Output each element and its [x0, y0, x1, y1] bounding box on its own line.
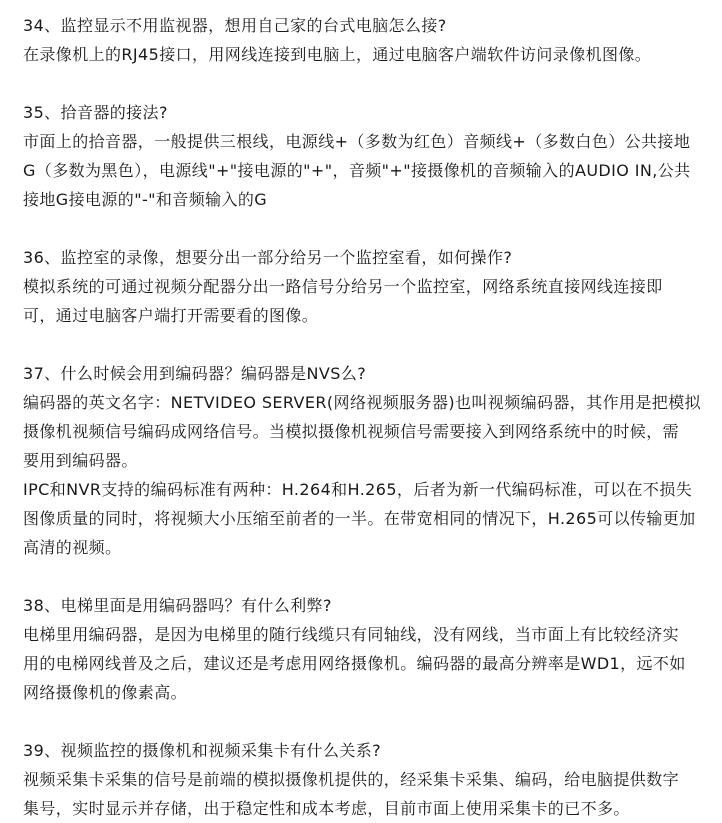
question-36: 36、监控室的录像，想要分出一部分给另一个监控室看，如何操作?: [23, 248, 513, 267]
answer-38-line-3: 网络摄像机的像素高。: [23, 683, 188, 702]
faq-item-38: [23, 591, 722, 707]
answer-39-line-1: 视频采集卡采集的信号是前端的模拟摄像机提供的，经采集卡采集、编码，给电脑提供数字: [23, 770, 680, 789]
answer-35-line-1: 市面上的拾音器，一般提供三根线，电源线+（多数为红色）音频线+（多数白色）公共接地: [23, 132, 691, 151]
answer-38-line-2: 用的电梯网线普及之后，建议还是考虑用网络摄像机。编码器的最高分辨率是WD1，远不如: [23, 654, 686, 673]
answer-37-line-1: 编码器的英文名字：NETVIDEO SERVER(网络视频服务器)也叫视频编码器，其作用是把模拟: [23, 393, 701, 412]
answer-37-line-5: 图像质量的同时，将视频大小压缩至前者的一半。在带宽相同的情况下，H.265可以传输更加: [23, 509, 696, 528]
answer-36-line-1: 模拟系统的可通过视频分配器分出一路信号分给另一个监控室，网络系统直接网线连接即: [23, 277, 663, 296]
answer-37-line-4: IPC和NVR支持的编码标准有两种：H.264和H.265，后者为新一代编码标准，可以在不损失: [23, 480, 693, 499]
answer-34-line-1: 在录像机上的RJ45接口，用网线连接到电脑上，通过电脑客户端软件访问录像机图像。: [23, 45, 652, 64]
answer-37-line-6: 高清的视频。: [23, 538, 122, 557]
answer-35-line-2: G（多数为黑色），电源线"+"接电源的"+"，音频"+"接摄像机的音频输入的AUDIO IN,公共: [23, 161, 691, 180]
answer-37-line-3: 要用到编码器。: [23, 451, 138, 470]
question-34: 34、监控显示不用监视器，想用自己家的台式电脑怎么接?: [23, 16, 447, 35]
answer-38-line-1: 电梯里用编码器，是因为电梯里的随行线缆只有同轴线，没有网线，当市面上有比较经济实: [23, 625, 680, 644]
question-39: 39、视频监控的摄像机和视频采集卡有什么关系?: [23, 741, 382, 760]
answer-36-line-2: 可，通过电脑客户端打开需要看的图像。: [23, 306, 319, 325]
answer-35-line-3: 接地G接电源的"-"和音频输入的G: [23, 190, 268, 209]
faq-item-37: [23, 359, 722, 562]
faq-item-36: [23, 243, 722, 330]
question-35: 35、拾音器的接法?: [23, 103, 168, 122]
question-38: 38、电梯里面是用编码器吗？有什么利弊?: [23, 596, 332, 615]
faq-item-39: [23, 736, 722, 823]
faq-item-34: [23, 11, 722, 69]
faq-item-35: [23, 98, 722, 214]
answer-39-line-2: 集号，实时显示并存储，出于稳定性和成本考虑，目前市面上使用采集卡的已不多。: [23, 799, 630, 818]
answer-37-line-2: 摄像机视频信号编码成网络信号。当模拟摄像机视频信号需要接入到网络系统中的时候，需: [23, 422, 680, 441]
question-37: 37、什么时候会用到编码器？编码器是NVS么?: [23, 364, 367, 383]
